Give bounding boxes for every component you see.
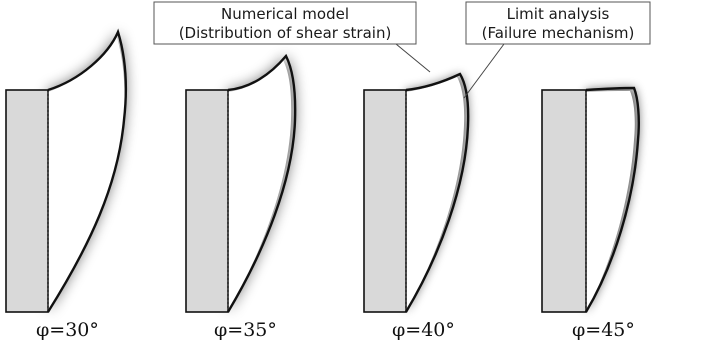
phi-label: φ=45° [572, 319, 635, 341]
callout-leader [396, 44, 430, 72]
panel-phi-35 [186, 56, 295, 341]
phi-label: φ=30° [36, 319, 99, 341]
callout-leader [464, 44, 504, 98]
callout-limit-analysis [464, 2, 650, 98]
phi-label: φ=35° [214, 319, 277, 341]
callout-line-2: (Distribution of shear strain) [178, 24, 392, 42]
panel-phi-30 [6, 32, 126, 341]
retaining-wall [6, 90, 48, 312]
panel-phi-45 [542, 88, 639, 341]
retaining-wall [186, 90, 228, 312]
callout-numerical-model [154, 2, 430, 72]
phi-label: φ=40° [392, 319, 455, 341]
panel-phi-40 [364, 74, 468, 341]
callout-line-1: Limit analysis [506, 5, 610, 23]
callout-line-1: Numerical model [221, 5, 349, 23]
callout-line-2: (Failure mechanism) [481, 24, 635, 42]
retaining-wall [542, 90, 586, 312]
retaining-wall [364, 90, 406, 312]
